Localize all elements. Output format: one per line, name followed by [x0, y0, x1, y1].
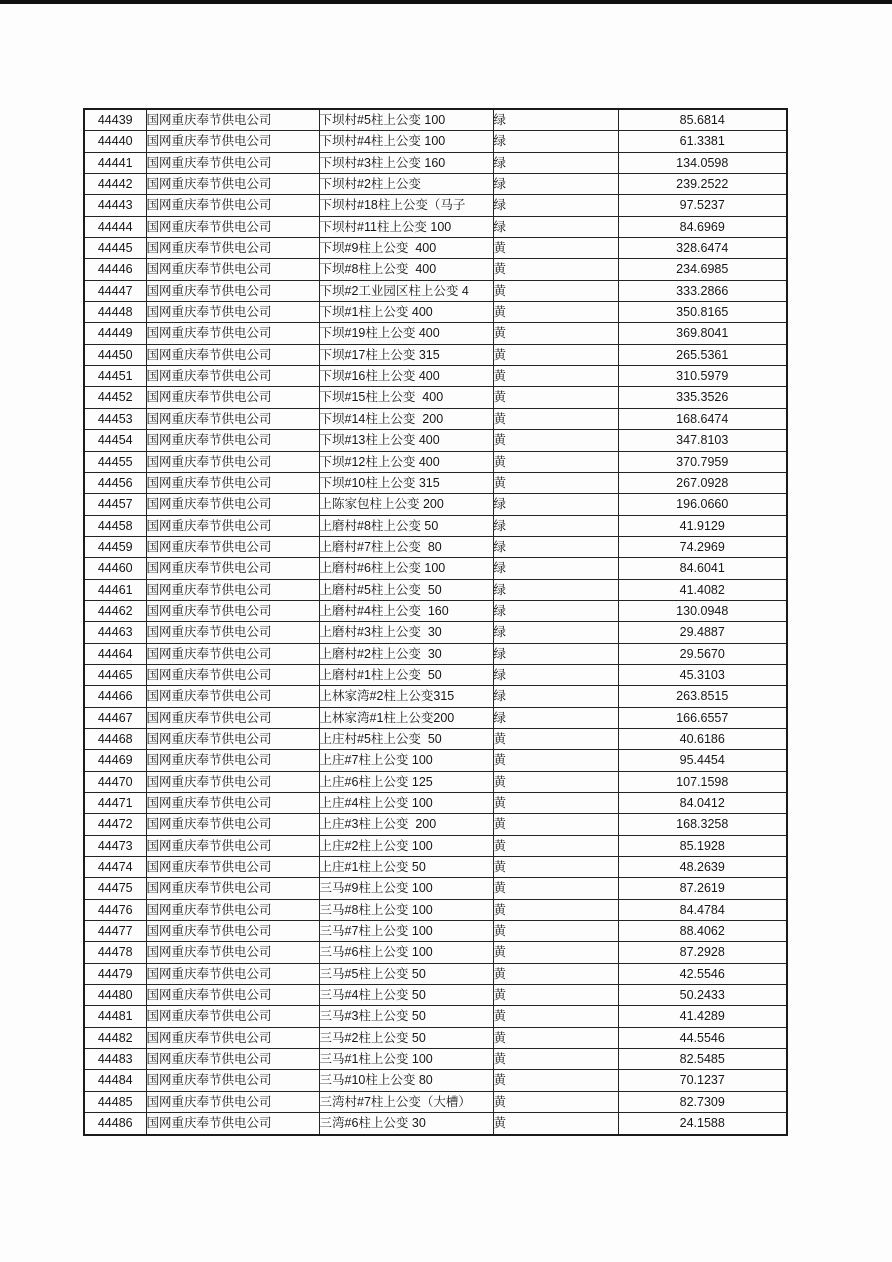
cell-record-id: 44441 — [84, 152, 146, 173]
table-row — [84, 1113, 787, 1135]
cell-company: 国网重庆奉节供电公司 — [146, 366, 319, 387]
table-row — [84, 643, 787, 664]
cell-device: 上磨村#7柱上公变 80 — [319, 536, 493, 557]
cell-device: 下坝村#4柱上公变 100 — [319, 131, 493, 152]
cell-value: 44.5546 — [618, 1027, 787, 1048]
table-row — [84, 1049, 787, 1070]
cell-status: 绿 — [493, 664, 618, 685]
cell-value: 350.8165 — [618, 302, 787, 323]
cell-status: 绿 — [493, 152, 618, 173]
cell-record-id: 44467 — [84, 707, 146, 728]
cell-value: 41.4289 — [618, 1006, 787, 1027]
cell-device: 下坝#13柱上公变 400 — [319, 430, 493, 451]
table-row — [84, 921, 787, 942]
cell-record-id: 44486 — [84, 1113, 146, 1135]
cell-value: 265.5361 — [618, 344, 787, 365]
cell-value: 196.0660 — [618, 494, 787, 515]
cell-record-id: 44477 — [84, 921, 146, 942]
cell-value: 82.7309 — [618, 1091, 787, 1112]
cell-device: 上磨村#8柱上公变 50 — [319, 515, 493, 536]
cell-status: 黄 — [493, 835, 618, 856]
cell-device: 上磨村#1柱上公变 50 — [319, 664, 493, 685]
cell-device: 上磨村#5柱上公变 50 — [319, 579, 493, 600]
cell-status: 黄 — [493, 472, 618, 493]
cell-company: 国网重庆奉节供电公司 — [146, 216, 319, 237]
table-row — [84, 686, 787, 707]
cell-status: 黄 — [493, 750, 618, 771]
cell-value: 24.1588 — [618, 1113, 787, 1135]
cell-record-id: 44462 — [84, 600, 146, 621]
table-row — [84, 131, 787, 152]
table-row — [84, 728, 787, 749]
cell-company: 国网重庆奉节供电公司 — [146, 857, 319, 878]
cell-status: 黄 — [493, 366, 618, 387]
cell-value: 70.1237 — [618, 1070, 787, 1091]
cell-status: 黄 — [493, 1070, 618, 1091]
cell-company: 国网重庆奉节供电公司 — [146, 451, 319, 472]
table-row — [84, 1027, 787, 1048]
cell-value: 369.8041 — [618, 323, 787, 344]
cell-device: 上庄#3柱上公变 200 — [319, 814, 493, 835]
table-row — [84, 985, 787, 1006]
cell-company: 国网重庆奉节供电公司 — [146, 771, 319, 792]
cell-company: 国网重庆奉节供电公司 — [146, 707, 319, 728]
cell-status: 绿 — [493, 216, 618, 237]
cell-value: 234.6985 — [618, 259, 787, 280]
cell-value: 82.5485 — [618, 1049, 787, 1070]
cell-value: 335.3526 — [618, 387, 787, 408]
cell-status: 绿 — [493, 558, 618, 579]
table-row — [84, 622, 787, 643]
cell-record-id: 44478 — [84, 942, 146, 963]
cell-value: 328.6474 — [618, 238, 787, 259]
cell-value: 84.6041 — [618, 558, 787, 579]
cell-company: 国网重庆奉节供电公司 — [146, 131, 319, 152]
cell-record-id: 44448 — [84, 302, 146, 323]
cell-value: 166.6557 — [618, 707, 787, 728]
cell-value: 41.4082 — [618, 579, 787, 600]
cell-status: 黄 — [493, 921, 618, 942]
cell-record-id: 44457 — [84, 494, 146, 515]
cell-record-id: 44475 — [84, 878, 146, 899]
cell-value: 130.0948 — [618, 600, 787, 621]
cell-company: 国网重庆奉节供电公司 — [146, 921, 319, 942]
cell-status: 黄 — [493, 1027, 618, 1048]
cell-value: 168.6474 — [618, 408, 787, 429]
cell-company: 国网重庆奉节供电公司 — [146, 536, 319, 557]
table-row — [84, 579, 787, 600]
cell-company: 国网重庆奉节供电公司 — [146, 238, 319, 259]
cell-device: 下坝村#11柱上公变 100 — [319, 216, 493, 237]
cell-device: 三马#9柱上公变 100 — [319, 878, 493, 899]
cell-record-id: 44451 — [84, 366, 146, 387]
table-row — [84, 451, 787, 472]
cell-value: 84.6969 — [618, 216, 787, 237]
cell-record-id: 44442 — [84, 174, 146, 195]
cell-value: 87.2928 — [618, 942, 787, 963]
cell-company: 国网重庆奉节供电公司 — [146, 579, 319, 600]
transformer-table — [83, 108, 788, 1136]
cell-status: 绿 — [493, 515, 618, 536]
table-row — [84, 814, 787, 835]
cell-device: 下坝#2工业园区柱上公变 4 — [319, 280, 493, 301]
cell-device: 下坝#16柱上公变 400 — [319, 366, 493, 387]
cell-company: 国网重庆奉节供电公司 — [146, 515, 319, 536]
cell-value: 41.9129 — [618, 515, 787, 536]
cell-company: 国网重庆奉节供电公司 — [146, 942, 319, 963]
cell-company: 国网重庆奉节供电公司 — [146, 835, 319, 856]
cell-value: 50.2433 — [618, 985, 787, 1006]
cell-status: 绿 — [493, 494, 618, 515]
cell-device: 三湾#6柱上公变 30 — [319, 1113, 493, 1135]
cell-status: 绿 — [493, 109, 618, 131]
table-body — [84, 109, 787, 1135]
cell-device: 上磨村#3柱上公变 30 — [319, 622, 493, 643]
cell-device: 上庄#4柱上公变 100 — [319, 793, 493, 814]
cell-company: 国网重庆奉节供电公司 — [146, 643, 319, 664]
cell-company: 国网重庆奉节供电公司 — [146, 259, 319, 280]
cell-status: 绿 — [493, 600, 618, 621]
cell-value: 85.6814 — [618, 109, 787, 131]
cell-value: 84.4784 — [618, 899, 787, 920]
cell-record-id: 44449 — [84, 323, 146, 344]
cell-record-id: 44458 — [84, 515, 146, 536]
cell-device: 上林家湾#2柱上公变315 — [319, 686, 493, 707]
cell-device: 三马#7柱上公变 100 — [319, 921, 493, 942]
cell-value: 333.2866 — [618, 280, 787, 301]
cell-record-id: 44483 — [84, 1049, 146, 1070]
cell-record-id: 44443 — [84, 195, 146, 216]
cell-record-id: 44470 — [84, 771, 146, 792]
cell-status: 黄 — [493, 1113, 618, 1135]
cell-device: 下坝#1柱上公变 400 — [319, 302, 493, 323]
table-row — [84, 195, 787, 216]
cell-device: 下坝#17柱上公变 315 — [319, 344, 493, 365]
cell-status: 绿 — [493, 174, 618, 195]
cell-value: 168.3258 — [618, 814, 787, 835]
table-row — [84, 899, 787, 920]
cell-record-id: 44455 — [84, 451, 146, 472]
table-row — [84, 1006, 787, 1027]
table-row — [84, 707, 787, 728]
table-row — [84, 536, 787, 557]
cell-value: 107.1598 — [618, 771, 787, 792]
cell-device: 上磨村#2柱上公变 30 — [319, 643, 493, 664]
cell-record-id: 44482 — [84, 1027, 146, 1048]
cell-value: 88.4062 — [618, 921, 787, 942]
cell-status: 黄 — [493, 323, 618, 344]
table-row — [84, 1091, 787, 1112]
cell-device: 上庄#6柱上公变 125 — [319, 771, 493, 792]
table-row — [84, 515, 787, 536]
cell-device: 三马#5柱上公变 50 — [319, 963, 493, 984]
cell-status: 黄 — [493, 451, 618, 472]
cell-record-id: 44450 — [84, 344, 146, 365]
cell-record-id: 44452 — [84, 387, 146, 408]
cell-status: 黄 — [493, 387, 618, 408]
cell-status: 黄 — [493, 430, 618, 451]
cell-value: 42.5546 — [618, 963, 787, 984]
cell-company: 国网重庆奉节供电公司 — [146, 622, 319, 643]
cell-device: 上庄#7柱上公变 100 — [319, 750, 493, 771]
cell-record-id: 44473 — [84, 835, 146, 856]
cell-device: 三马#10柱上公变 80 — [319, 1070, 493, 1091]
cell-status: 黄 — [493, 728, 618, 749]
table-row — [84, 942, 787, 963]
cell-record-id: 44481 — [84, 1006, 146, 1027]
cell-status: 黄 — [493, 878, 618, 899]
cell-record-id: 44485 — [84, 1091, 146, 1112]
cell-status: 黄 — [493, 302, 618, 323]
cell-record-id: 44461 — [84, 579, 146, 600]
cell-value: 84.0412 — [618, 793, 787, 814]
cell-company: 国网重庆奉节供电公司 — [146, 195, 319, 216]
cell-value: 347.8103 — [618, 430, 787, 451]
cell-device: 下坝村#2柱上公变 — [319, 174, 493, 195]
cell-status: 黄 — [493, 1049, 618, 1070]
cell-record-id: 44454 — [84, 430, 146, 451]
cell-status: 黄 — [493, 1006, 618, 1027]
cell-company: 国网重庆奉节供电公司 — [146, 174, 319, 195]
cell-device: 下坝#19柱上公变 400 — [319, 323, 493, 344]
cell-device: 三马#6柱上公变 100 — [319, 942, 493, 963]
cell-record-id: 44474 — [84, 857, 146, 878]
table-row — [84, 109, 787, 131]
table-row — [84, 344, 787, 365]
cell-status: 黄 — [493, 408, 618, 429]
cell-company: 国网重庆奉节供电公司 — [146, 323, 319, 344]
cell-record-id: 44484 — [84, 1070, 146, 1091]
cell-record-id: 44460 — [84, 558, 146, 579]
table-row — [84, 793, 787, 814]
cell-status: 黄 — [493, 238, 618, 259]
cell-status: 黄 — [493, 899, 618, 920]
table-row — [84, 771, 787, 792]
cell-company: 国网重庆奉节供电公司 — [146, 494, 319, 515]
cell-company: 国网重庆奉节供电公司 — [146, 985, 319, 1006]
cell-status: 黄 — [493, 814, 618, 835]
cell-value: 45.3103 — [618, 664, 787, 685]
table-row — [84, 280, 787, 301]
cell-value: 29.5670 — [618, 643, 787, 664]
table-row — [84, 558, 787, 579]
cell-device: 三马#8柱上公变 100 — [319, 899, 493, 920]
cell-company: 国网重庆奉节供电公司 — [146, 1113, 319, 1135]
cell-company: 国网重庆奉节供电公司 — [146, 280, 319, 301]
cell-value: 85.1928 — [618, 835, 787, 856]
cell-record-id: 44456 — [84, 472, 146, 493]
cell-device: 上陈家包柱上公变 200 — [319, 494, 493, 515]
table-row — [84, 1070, 787, 1091]
cell-value: 310.5979 — [618, 366, 787, 387]
cell-status: 黄 — [493, 985, 618, 1006]
cell-company: 国网重庆奉节供电公司 — [146, 899, 319, 920]
cell-status: 黄 — [493, 1091, 618, 1112]
cell-record-id: 44453 — [84, 408, 146, 429]
cell-company: 国网重庆奉节供电公司 — [146, 1070, 319, 1091]
cell-record-id: 44476 — [84, 899, 146, 920]
cell-value: 263.8515 — [618, 686, 787, 707]
cell-device: 下坝#14柱上公变 200 — [319, 408, 493, 429]
table-row — [84, 238, 787, 259]
table-row — [84, 430, 787, 451]
cell-value: 29.4887 — [618, 622, 787, 643]
cell-device: 下坝#15柱上公变 400 — [319, 387, 493, 408]
cell-status: 黄 — [493, 259, 618, 280]
table-row — [84, 366, 787, 387]
cell-record-id: 44465 — [84, 664, 146, 685]
cell-company: 国网重庆奉节供电公司 — [146, 408, 319, 429]
cell-device: 上庄#2柱上公变 100 — [319, 835, 493, 856]
table-row — [84, 878, 787, 899]
cell-company: 国网重庆奉节供电公司 — [146, 344, 319, 365]
cell-device: 下坝村#18柱上公变（马子 — [319, 195, 493, 216]
cell-record-id: 44468 — [84, 728, 146, 749]
cell-device: 上磨村#6柱上公变 100 — [319, 558, 493, 579]
table-row — [84, 472, 787, 493]
cell-company: 国网重庆奉节供电公司 — [146, 686, 319, 707]
cell-value: 48.2639 — [618, 857, 787, 878]
cell-company: 国网重庆奉节供电公司 — [146, 814, 319, 835]
cell-device: 下坝#12柱上公变 400 — [319, 451, 493, 472]
cell-value: 40.6186 — [618, 728, 787, 749]
spreadsheet-page — [83, 108, 786, 1136]
cell-company: 国网重庆奉节供电公司 — [146, 1049, 319, 1070]
cell-status: 绿 — [493, 707, 618, 728]
table-row — [84, 259, 787, 280]
cell-record-id: 44463 — [84, 622, 146, 643]
cell-device: 下坝#8柱上公变 400 — [319, 259, 493, 280]
cell-record-id: 44447 — [84, 280, 146, 301]
cell-company: 国网重庆奉节供电公司 — [146, 558, 319, 579]
cell-company: 国网重庆奉节供电公司 — [146, 728, 319, 749]
cell-status: 绿 — [493, 131, 618, 152]
cell-device: 三湾村#7柱上公变（大槽） — [319, 1091, 493, 1112]
cell-device: 上磨村#4柱上公变 160 — [319, 600, 493, 621]
cell-company: 国网重庆奉节供电公司 — [146, 600, 319, 621]
cell-value: 87.2619 — [618, 878, 787, 899]
cell-device: 三马#2柱上公变 50 — [319, 1027, 493, 1048]
cell-company: 国网重庆奉节供电公司 — [146, 750, 319, 771]
cell-company: 国网重庆奉节供电公司 — [146, 152, 319, 173]
cell-status: 黄 — [493, 963, 618, 984]
cell-record-id: 44469 — [84, 750, 146, 771]
cell-record-id: 44464 — [84, 643, 146, 664]
cell-device: 三马#4柱上公变 50 — [319, 985, 493, 1006]
cell-device: 下坝村#3柱上公变 160 — [319, 152, 493, 173]
table-row — [84, 664, 787, 685]
table-row — [84, 323, 787, 344]
table-row — [84, 174, 787, 195]
table-row — [84, 387, 787, 408]
cell-record-id: 44472 — [84, 814, 146, 835]
cell-status: 黄 — [493, 793, 618, 814]
cell-company: 国网重庆奉节供电公司 — [146, 430, 319, 451]
cell-company: 国网重庆奉节供电公司 — [146, 963, 319, 984]
cell-device: 三马#3柱上公变 50 — [319, 1006, 493, 1027]
cell-status: 绿 — [493, 195, 618, 216]
cell-record-id: 44440 — [84, 131, 146, 152]
cell-status: 绿 — [493, 579, 618, 600]
cell-record-id: 44480 — [84, 985, 146, 1006]
cell-device: 上庄#1柱上公变 50 — [319, 857, 493, 878]
cell-status: 黄 — [493, 942, 618, 963]
cell-value: 97.5237 — [618, 195, 787, 216]
table-row — [84, 750, 787, 771]
cell-company: 国网重庆奉节供电公司 — [146, 472, 319, 493]
cell-record-id: 44471 — [84, 793, 146, 814]
cell-record-id: 44459 — [84, 536, 146, 557]
table-row — [84, 408, 787, 429]
cell-status: 绿 — [493, 686, 618, 707]
cell-value: 95.4454 — [618, 750, 787, 771]
table-row — [84, 302, 787, 323]
table-row — [84, 494, 787, 515]
cell-status: 黄 — [493, 857, 618, 878]
top-edge-bar — [0, 0, 892, 4]
cell-device: 下坝村#5柱上公变 100 — [319, 109, 493, 131]
cell-status: 黄 — [493, 280, 618, 301]
cell-device: 上庄村#5柱上公变 50 — [319, 728, 493, 749]
cell-device: 下坝#10柱上公变 315 — [319, 472, 493, 493]
cell-record-id: 44444 — [84, 216, 146, 237]
cell-company: 国网重庆奉节供电公司 — [146, 664, 319, 685]
cell-device: 三马#1柱上公变 100 — [319, 1049, 493, 1070]
cell-company: 国网重庆奉节供电公司 — [146, 878, 319, 899]
cell-status: 黄 — [493, 344, 618, 365]
cell-device: 下坝#9柱上公变 400 — [319, 238, 493, 259]
cell-company: 国网重庆奉节供电公司 — [146, 387, 319, 408]
table-row — [84, 963, 787, 984]
cell-record-id: 44439 — [84, 109, 146, 131]
table-row — [84, 835, 787, 856]
cell-value: 74.2969 — [618, 536, 787, 557]
cell-record-id: 44446 — [84, 259, 146, 280]
cell-record-id: 44445 — [84, 238, 146, 259]
cell-value: 370.7959 — [618, 451, 787, 472]
table-row — [84, 152, 787, 173]
cell-status: 绿 — [493, 536, 618, 557]
table-row — [84, 216, 787, 237]
cell-company: 国网重庆奉节供电公司 — [146, 109, 319, 131]
cell-device: 上林家湾#1柱上公变200 — [319, 707, 493, 728]
cell-value: 267.0928 — [618, 472, 787, 493]
cell-record-id: 44479 — [84, 963, 146, 984]
cell-status: 绿 — [493, 622, 618, 643]
table-row — [84, 600, 787, 621]
cell-value: 61.3381 — [618, 131, 787, 152]
cell-company: 国网重庆奉节供电公司 — [146, 793, 319, 814]
cell-company: 国网重庆奉节供电公司 — [146, 302, 319, 323]
cell-value: 134.0598 — [618, 152, 787, 173]
cell-status: 绿 — [493, 643, 618, 664]
cell-company: 国网重庆奉节供电公司 — [146, 1027, 319, 1048]
cell-record-id: 44466 — [84, 686, 146, 707]
cell-value: 239.2522 — [618, 174, 787, 195]
cell-company: 国网重庆奉节供电公司 — [146, 1006, 319, 1027]
cell-status: 黄 — [493, 771, 618, 792]
table-row — [84, 857, 787, 878]
cell-company: 国网重庆奉节供电公司 — [146, 1091, 319, 1112]
